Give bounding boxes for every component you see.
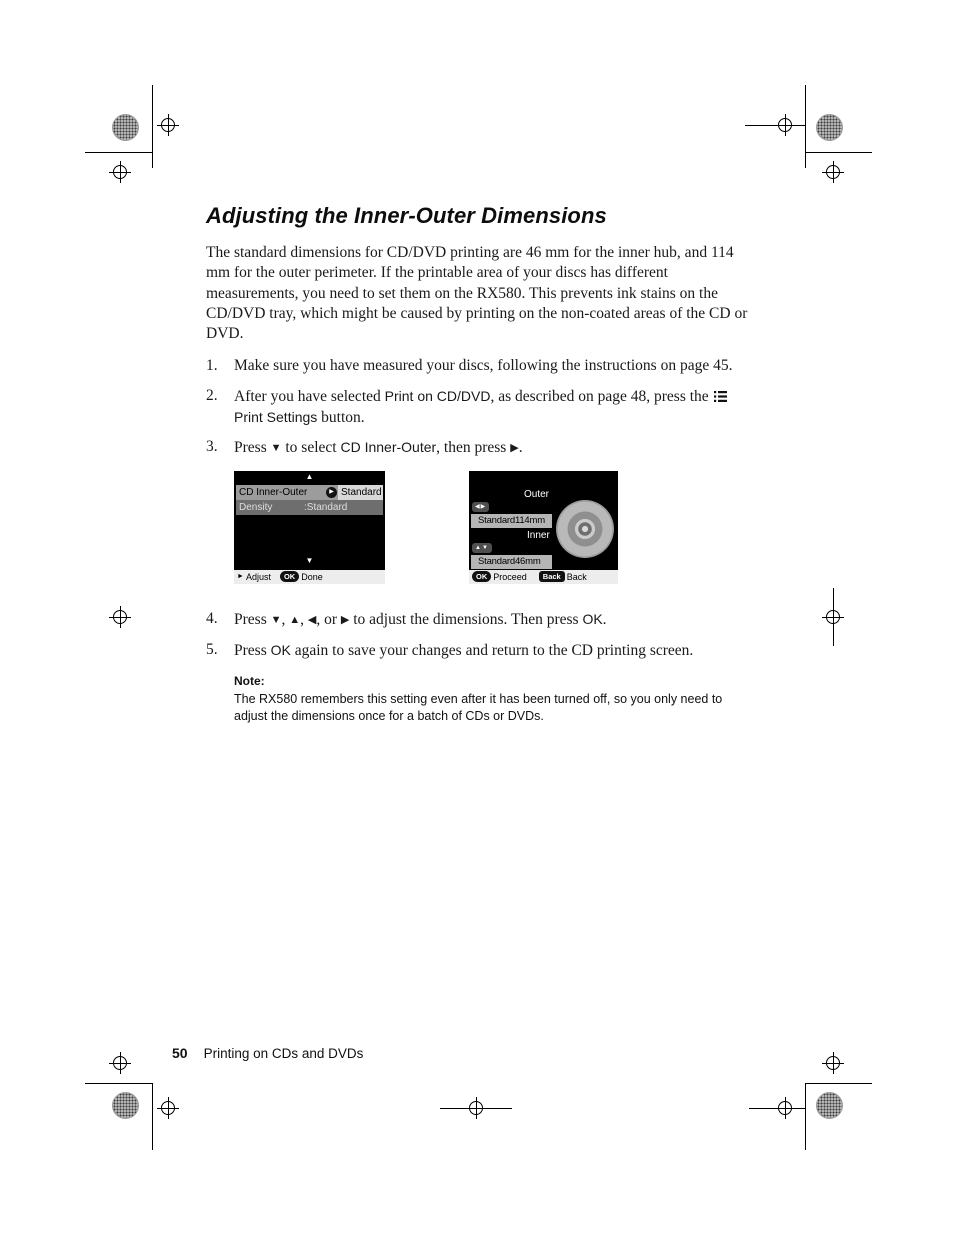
lcd-menu-row-selected	[236, 485, 383, 500]
note-label: Note:	[234, 674, 265, 689]
step-number: 3.	[206, 438, 218, 456]
crop-mark-line	[152, 1083, 153, 1150]
back-button-badge: Back	[539, 571, 565, 582]
crop-mark-line	[152, 85, 153, 168]
crop-mark-line	[805, 1083, 872, 1084]
registration-mark	[109, 161, 131, 183]
step-number: 5.	[206, 640, 218, 658]
halftone-dot-mark	[112, 114, 139, 141]
back-label: Back	[566, 571, 587, 582]
menu-item-label: Density	[239, 501, 273, 513]
note-block	[234, 674, 748, 724]
proceed-label: Proceed	[493, 571, 527, 582]
print-settings-icon	[714, 388, 727, 408]
registration-mark	[774, 114, 796, 136]
halftone-dot-mark	[112, 1092, 139, 1119]
registration-mark	[157, 114, 179, 136]
registration-mark	[157, 1097, 179, 1119]
crop-mark-line	[805, 152, 872, 153]
lcd-screen-settings-menu	[234, 471, 385, 584]
page-content	[206, 203, 748, 724]
page-footer	[172, 1045, 363, 1061]
step-2	[206, 386, 748, 429]
halftone-dot-mark	[816, 1092, 843, 1119]
right-arrow-icon: ▶	[326, 487, 337, 498]
registration-mark	[109, 1052, 131, 1074]
crop-mark-line	[85, 1083, 152, 1084]
lcd-left-button-bar	[234, 570, 385, 584]
lcd-menu-row	[236, 500, 383, 515]
up-down-arrows-icon: ▲▼	[472, 543, 492, 553]
step-3	[206, 437, 748, 459]
registration-mark	[822, 161, 844, 183]
done-label: Done	[301, 571, 323, 582]
registration-mark	[109, 606, 131, 628]
step-1	[206, 356, 748, 376]
page-number: 50	[172, 1045, 188, 1061]
footer-text: Printing on CDs and DVDs	[203, 1046, 364, 1061]
outer-value: Standard114mm	[471, 514, 552, 528]
halftone-dot-mark	[816, 114, 843, 141]
step-text: Make sure you have measured your discs, following the instructions on page 45.	[234, 357, 733, 375]
left-arrow-icon: ◀	[307, 613, 317, 626]
step-number: 1.	[206, 357, 218, 375]
ok-button-badge: OK	[472, 571, 491, 582]
inner-value: Standard46mm	[471, 555, 552, 569]
step-number: 2.	[206, 386, 218, 404]
up-arrow-icon: ▲	[289, 613, 301, 626]
registration-mark	[822, 606, 844, 628]
outer-label: Outer	[524, 488, 550, 500]
registration-mark	[774, 1097, 796, 1119]
left-right-arrows-icon: ◀▶	[472, 502, 489, 512]
right-arrow-icon: ▶	[340, 613, 350, 626]
step-text: Press ▼, ▲, ◀, or ▶ to adjust the dimensions. Then press OK.	[234, 610, 607, 628]
registration-mark	[822, 1052, 844, 1074]
down-arrow-icon: ▼	[270, 613, 282, 626]
step-number: 4.	[206, 609, 218, 627]
right-arrow-icon: ▶	[510, 442, 519, 455]
adjust-label: Adjust	[245, 571, 271, 582]
step-4	[206, 609, 748, 631]
inner-label: Inner	[527, 529, 550, 541]
step-text: After you have selected Print on CD/DVD, as described on page 48, press the Print Settings button.	[234, 386, 748, 429]
crop-mark-line	[805, 85, 806, 168]
crop-mark-line	[85, 152, 152, 153]
scroll-up-icon: ▲	[305, 471, 314, 481]
scroll-down-icon: ▼	[305, 555, 314, 565]
down-arrow-icon: ▼	[270, 442, 282, 455]
intro-paragraph: The standard dimensions for CD/DVD printing are 46 mm for the inner hub, and 114 mm for the outer perimeter. If the printable area of your discs has different measurements, you need to set them on the RX580. This prevents ink stains on the CD/DVD tray, which might be caused by printing on the non-coated areas of the CD or DVD.	[206, 244, 748, 343]
ok-button-badge: OK	[280, 571, 299, 582]
note-text: The RX580 remembers this setting even after it has been turned off, so you only need to adjust the dimensions once for a batch of CDs or DVDs.	[234, 692, 723, 723]
lcd-screen-dimensions	[469, 471, 618, 584]
step-text: Press OK again to save your changes and return to the CD printing screen.	[234, 641, 694, 659]
step-5	[206, 640, 748, 661]
menu-item-value: Standard	[338, 485, 383, 500]
lcd-screenshots	[234, 471, 748, 584]
menu-item-label: CD Inner-Outer	[239, 486, 308, 498]
step-text: Press ▼ to select CD Inner-Outer, then press ▶.	[234, 439, 523, 457]
lcd-right-button-bar	[469, 570, 618, 584]
cd-disc-graphic	[556, 500, 614, 558]
registration-mark	[465, 1097, 487, 1119]
crop-mark-line	[805, 1083, 806, 1150]
page-title: Adjusting the Inner-Outer Dimensions	[206, 203, 607, 228]
right-triangle-icon: ►	[237, 573, 244, 581]
menu-item-value: :Standard	[304, 501, 348, 513]
